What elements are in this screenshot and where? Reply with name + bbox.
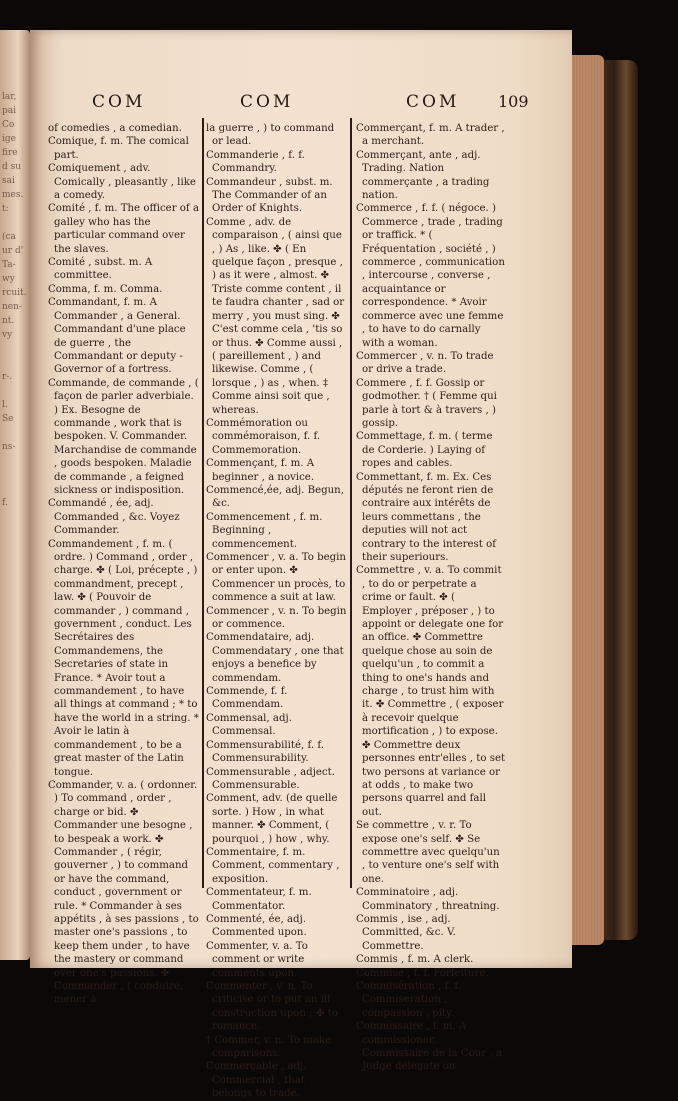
entry: Commerçant, ante , adj. Trading. Nation commerçante , a trading nation. bbox=[356, 149, 490, 202]
entry: Commande, de commande , ( façon de parler adverbiale. ) Ex. Besogne de commande , work that is bespoken. V. Commander. Marchandise de commande , goods bespoken. Maladie de commande , a feigned sickness or indisposition. bbox=[48, 377, 199, 496]
entry: Commandeur , subst. m. The Commander of an Order of Knights. bbox=[206, 176, 333, 215]
entry: Commencement , f. m. Beginning , commencement. bbox=[206, 511, 323, 550]
entry: Commencer , v. n. To begin or commence. bbox=[206, 605, 347, 631]
entry: Commandé , ée, adj. Commanded , &c. Voyez Commander. bbox=[48, 498, 180, 537]
entry: Comme , adv. de comparaison , ( ainsi que , ) As , like. ✤ ( En quelque façon , presque , ) as it were , almost. ✤ Triste comme content , il te faudra chanter , sad or merry , you must sing. ✤ C'est comme cela , 'tis so or thus. ✤ Comme aussi , ( pareillement , ) and likewise. Comme , ( lorsque , ) as , when. ‡ Comme ainsi soit que , whereas. bbox=[206, 216, 345, 416]
entry: Commenté, ée, adj. Commented upon. bbox=[206, 913, 307, 939]
entry: Commençant, f. m. A beginner , a novice. bbox=[206, 458, 315, 483]
entry: la guerre , ) to command or lead. bbox=[206, 123, 335, 148]
entry: Commensurabilité, f. f. Commensurability. bbox=[206, 739, 324, 765]
entry: Comiquement , adv. Comically , pleasantly , like a comedy. bbox=[48, 163, 196, 202]
dictionary-page bbox=[30, 30, 572, 1100]
entry: Comité , f. m. The officer of a galley who has the particular command over the slaves. bbox=[48, 203, 200, 255]
entry: Commerçant, f. m. A trader , a merchant. bbox=[356, 123, 505, 148]
entry: Commerçable , adj. Commercial , that belongs to trade. bbox=[206, 1061, 307, 1100]
entry: Comma, f. m. Comma. bbox=[48, 283, 163, 295]
entry: Commis , f. m. A clerk. bbox=[356, 954, 474, 966]
entry: Commander, v. a. ( ordonner. ) To command , order , charge or bid. ✤ Commander une besogne , to bespeak a work. ✤ Commander , ( régir, gouverner , ) to command or have the command, conduct , government or rule. * Commander à ses appétits , à ses passions , to master one's passions , to keep them under , to have the mastery or command over one's passions. ✤ Commander , ( conduire, mener à bbox=[48, 779, 199, 1006]
entry: Commencer , v. a. To begin or enter upon. ✤ Commencer un procès, to commence a suit at law. bbox=[206, 552, 346, 604]
entry: Comment, adv. (de quelle sorte. ) How , in what manner. ✤ Comment, ( pourquoi , ) how , why. bbox=[206, 793, 338, 845]
entry: Commanderie , f. f. Commandry. bbox=[206, 149, 305, 175]
header-right: COM bbox=[406, 92, 460, 112]
entry: Commere , f. f. Gossip or godmother. † ( Femme qui parle à tort & à travers , ) gossip. bbox=[356, 377, 497, 429]
column-2 bbox=[206, 122, 348, 1101]
entry: Commensurable , adject. Commensurable. bbox=[206, 766, 335, 791]
entry: Commencé,ée, adj. Begun, &c. bbox=[206, 484, 344, 510]
entry: Commissaire , f. m. A commissioner. Commissaire de la Cour , a Judge delegate on bbox=[356, 1021, 502, 1073]
entry: Comité , subst. m. A committee. bbox=[48, 257, 153, 282]
column-1 bbox=[48, 122, 200, 1007]
column-3 bbox=[356, 122, 506, 1074]
running-header bbox=[30, 92, 572, 120]
book-cover bbox=[598, 60, 638, 940]
column-rule-1 bbox=[202, 118, 204, 888]
left-page-edge bbox=[0, 30, 30, 960]
entry: Commendataire, adj. Commendatary , one that enjoys a benefice by commendam. bbox=[206, 632, 344, 684]
entry: Comminatoire , adj. Comminatory , threatning. bbox=[356, 887, 500, 912]
column-rule-2 bbox=[350, 118, 352, 888]
entry: of comedies , a comedian. bbox=[48, 123, 182, 134]
entry: Se commettre , v. r. To expose one's self. ✤ Se commettre avec quelqu'un , to venture one's self with one. bbox=[356, 820, 500, 885]
entry: Commenter, v. a. To comment or write comments upon. bbox=[206, 940, 308, 979]
entry: Commettage, f. m. ( terme de Corderie. ) Laying of ropes and cables. bbox=[356, 431, 493, 470]
page-number: 109 bbox=[498, 92, 529, 111]
entry: † Commer, v. n. To make comparisons. bbox=[206, 1034, 332, 1060]
entry: Commise , f. f. Forfeiture. bbox=[356, 967, 489, 979]
entry: Commettant, f. m. Ex. Ces députés ne feront rien de contraire aux intérêts de leurs commettans , the deputies will not act contrary to the interest of their superiours. bbox=[356, 471, 496, 563]
entry: Commandant, f. m. A Commander , a General. Commandant d'une place de guerre , the Commandant or deputy - Governor of a fortress. bbox=[48, 297, 186, 376]
header-middle: COM bbox=[240, 92, 294, 112]
header-left: COM bbox=[92, 92, 146, 112]
entry: Commensal, adj. Commensal. bbox=[206, 712, 292, 738]
entry: Commentaire, f. m. Comment, commentary , exposition. bbox=[206, 846, 340, 885]
entry: Commende, f. f. Commendam. bbox=[206, 686, 288, 711]
entry: Commentateur, f. m. Commentator. bbox=[206, 887, 312, 912]
page-edges bbox=[572, 55, 604, 945]
entry: Commis , ise , adj. Committed, &c. V. Commettre. bbox=[356, 913, 456, 952]
entry: Commettre , v. a. To commit , to do or perpetrate a crime or fault. ✤ ( Employer , préposer , ) to appoint or delegate one for an office. ✤ Commettre quelque chose au soin de quelqu'un , to commit a thing to one's hands and charge , to trust him with it. ✤ Commettre , ( exposer à recevoir quelque mortification , ) to expose. ✤ Commettre deux personnes entr'elles , to set two persons at variance or at odds , to make two persons quarrel and fall out. bbox=[356, 565, 506, 818]
entry: Commandement , f. m. ( ordre. ) Command , order , charge. ✤ ( Loi, précepte , ) commandment, precept , law. ✤ ( Pouvoir de commander , ) command , government , conduct. Les Secrétaires des Commandemens, the Secretaries of state in France. * Avoir tout a commandement , to have all things at command ; * to have the world in a string. * Avoir le latin à commandement , to be a great master of the Latin tongue. bbox=[48, 538, 199, 778]
entry: Commerce , f. f. ( négoce. ) Commerce , trade , trading or traffick. * ( Fréquentation , société , ) commerce , communication , intercourse , converse , acquaintance or correspondence. * Avoir commerce avec une femme , to have to do carnally with a woman. bbox=[356, 203, 505, 349]
entry: Commisération , f. f. Commiseration , compassion , pity. bbox=[356, 981, 461, 1019]
left-page-edge-text: lar, pai Co ige fire d su sai mes. t: (ca ur d' Ta- wy rcuit. nen- nt. vy r-. l. Se ns- f. bbox=[2, 92, 27, 508]
entry: Commémoration ou commémoraison, f. f. Commemoration. bbox=[206, 417, 321, 456]
entry: Commenter , v. n. To criticise or to put an ill construction upon ; ✤ to romance. bbox=[206, 981, 338, 1033]
entry: Commercer , v. n. To trade or drive a trade. bbox=[356, 350, 494, 376]
entry: Comique, f. m. The comical part. bbox=[48, 136, 189, 161]
